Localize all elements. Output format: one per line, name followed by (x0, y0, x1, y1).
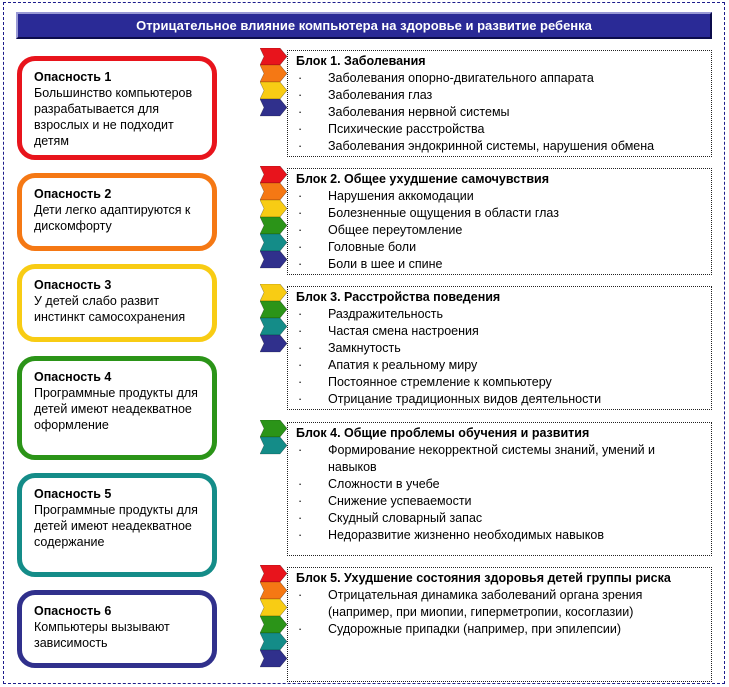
danger-title: Опасность 3 (34, 278, 112, 292)
block-title: Блок 5. Ухудшение состояния здоровья детей группы риска (296, 571, 671, 585)
list-item: · Раздражительность (298, 307, 444, 321)
green-arrow-icon (260, 420, 287, 437)
list-item: · Отрицание традиционных видов деятельности (298, 392, 602, 406)
danger-4 (17, 356, 217, 460)
danger-title: Опасность 5 (34, 487, 112, 501)
list-item: · Заболевания эндокринной системы, нарушения обмена (298, 139, 655, 153)
red-arrow-icon (260, 565, 287, 582)
navy-arrow-icon (260, 650, 287, 667)
list-item: · Частая смена настроения (298, 324, 479, 338)
list-item: · Боли в шее и спине (298, 257, 443, 271)
block-5-arrows (260, 565, 288, 669)
block-3-arrows (260, 284, 288, 354)
list-item: · Скудный словарный запас (298, 511, 483, 525)
danger-text: Дети легко адаптируются к дискомфорту (34, 203, 191, 233)
list-item: · Общее переутомление (298, 223, 463, 237)
navy-arrow-icon (260, 251, 287, 268)
diagram-title: Отрицательное влияние компьютера на здоровье и развитие ребенка (16, 12, 712, 39)
block-title: Блок 3. Расстройства поведения (296, 290, 501, 304)
danger-2 (17, 173, 217, 251)
block-4-arrows (260, 420, 288, 456)
red-arrow-icon (260, 166, 287, 183)
teal-arrow-icon (260, 318, 287, 335)
list-item: · Постоянное стремление к компьютеру (298, 375, 552, 389)
danger-5 (17, 473, 217, 577)
red-arrow-icon (260, 48, 287, 65)
yellow-arrow-icon (260, 599, 287, 616)
green-arrow-icon (260, 217, 287, 234)
danger-text: Компьютеры вызывают зависимость (34, 620, 170, 650)
danger-text: Большинство компьютеров разрабатывается для взрослых и не подходит детям (34, 86, 193, 148)
danger-title: Опасность 1 (34, 70, 112, 84)
list-item: · Судорожные припадки (например, при эпилепсии) (298, 622, 622, 636)
block-4 (287, 422, 712, 556)
danger-text: У детей слабо развит инстинкт самосохранения (34, 294, 186, 324)
list-item: · Отрицательная динамика заболеваний органа зрения (например, при миопии, гиперметропии, косоглазии) (298, 588, 643, 619)
green-arrow-icon (260, 616, 287, 633)
danger-title: Опасность 4 (34, 370, 112, 384)
list-item: · Апатия к реальному миру (298, 358, 478, 372)
block-3 (287, 286, 712, 410)
yellow-arrow-icon (260, 284, 287, 301)
danger-title: Опасность 6 (34, 604, 112, 618)
navy-arrow-icon (260, 335, 287, 352)
arrow-stack-icon (260, 565, 288, 669)
yellow-arrow-icon (260, 82, 287, 99)
block-1 (287, 50, 712, 157)
arrow-stack-icon (260, 420, 288, 456)
arrow-stack-icon (260, 166, 288, 270)
orange-arrow-icon (260, 582, 287, 599)
teal-arrow-icon (260, 437, 287, 454)
list-item: · Снижение успеваемости (298, 494, 472, 508)
orange-arrow-icon (260, 183, 287, 200)
block-1-arrows (260, 48, 288, 118)
block-title: Блок 2. Общее ухудшение самочувствия (296, 172, 549, 186)
block-2-arrows (260, 166, 288, 270)
teal-arrow-icon (260, 234, 287, 251)
danger-text: Программные продукты для детей имеют неадекватное содержание (34, 503, 198, 549)
list-item: · Болезненные ощущения в области глаз (298, 206, 559, 220)
teal-arrow-icon (260, 633, 287, 650)
block-title: Блок 1. Заболевания (296, 54, 426, 68)
block-5 (287, 567, 712, 682)
list-item: · Формирование некорректной системы знаний, умений и навыков (298, 443, 656, 474)
list-item: · Психические расстройства (298, 122, 485, 136)
list-item: · Заболевания глаз (298, 88, 433, 102)
orange-arrow-icon (260, 65, 287, 82)
danger-title: Опасность 2 (34, 187, 112, 201)
green-arrow-icon (260, 301, 287, 318)
danger-3 (17, 264, 217, 342)
list-item: · Замкнутость (298, 341, 401, 355)
list-item: · Недоразвитие жизненно необходимых навыков (298, 528, 604, 542)
list-item: · Нарушения аккомодации (298, 189, 474, 203)
danger-1 (17, 56, 217, 160)
navy-arrow-icon (260, 99, 287, 116)
arrow-stack-icon (260, 284, 288, 354)
list-item: · Головные боли (298, 240, 417, 254)
danger-6 (17, 590, 217, 668)
arrow-stack-icon (260, 48, 288, 118)
block-title: Блок 4. Общие проблемы обучения и развития (296, 426, 590, 440)
list-item: · Заболевания опорно-двигательного аппарата (298, 71, 594, 85)
danger-text: Программные продукты для детей имеют неадекватное оформление (34, 386, 198, 432)
list-item: · Заболевания нервной системы (298, 105, 510, 119)
list-item: · Сложности в учебе (298, 477, 440, 491)
yellow-arrow-icon (260, 200, 287, 217)
block-2 (287, 168, 712, 275)
